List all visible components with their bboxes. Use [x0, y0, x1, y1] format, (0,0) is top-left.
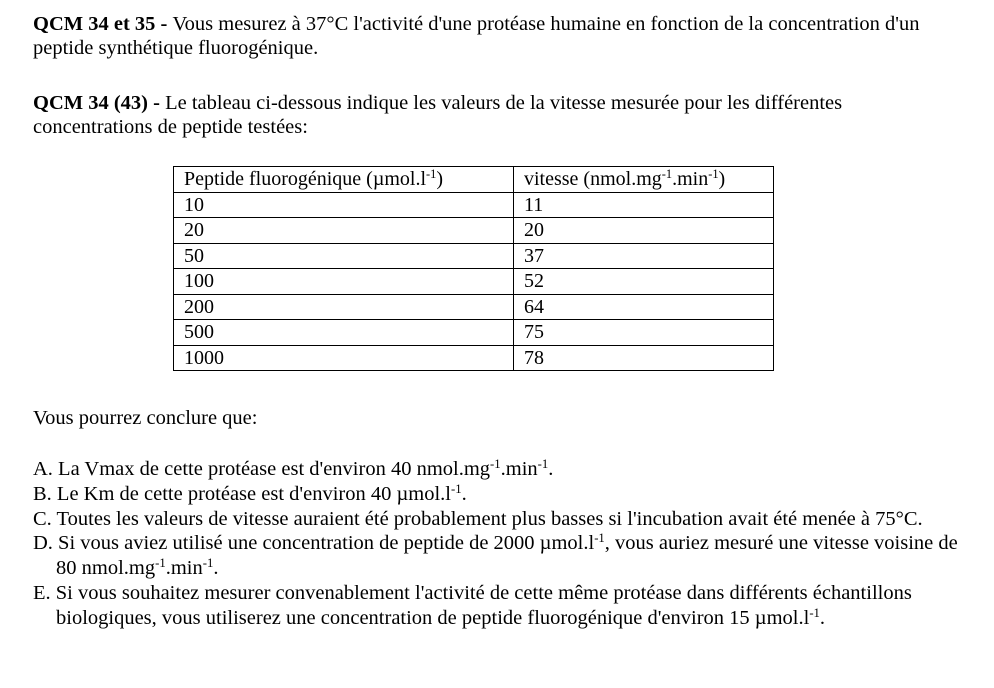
answer-list [33, 457, 963, 631]
table-row [174, 192, 774, 218]
answer-d-unit: .min [165, 557, 203, 580]
answer-d-exp-3: -1 [202, 556, 214, 571]
header-peptide-close: ) [436, 168, 444, 191]
header-vitesse-min: .min [672, 168, 709, 191]
answer-d-exp-1: -1 [594, 531, 605, 546]
answer-b-text: B. Le Km de cette protéase est d'environ 40 µmol.l [33, 482, 451, 505]
answer-b-exp-1: -1 [451, 481, 462, 496]
peptide-cell: 20 [174, 218, 514, 244]
header-vitesse [514, 167, 774, 193]
vitesse-cell: 20 [514, 218, 774, 244]
peptide-cell: 500 [174, 320, 514, 346]
intro-paragraph [33, 12, 963, 60]
answer-e [33, 581, 963, 631]
peptide-cell: 100 [174, 269, 514, 295]
question-separator: - [148, 92, 166, 114]
table-row [174, 294, 774, 320]
answer-a-text: A. La Vmax de cette protéase est d'environ 40 nmol.mg [33, 458, 491, 480]
header-vitesse-exponent-2: -1 [708, 167, 719, 182]
answer-e-exp-1: -1 [809, 605, 820, 620]
answer-c-text: C. Toutes les valeurs de vitesse auraient été probablement plus basses si l'incubation avait été menée à 75°C. [33, 507, 923, 530]
answer-b [33, 482, 963, 507]
vitesse-cell: 78 [514, 345, 774, 371]
answer-e-text: E. Si vous souhaitez mesurer convenablement l'activité de cette même protéase dans différents échantillons biologiques, vous utiliserez une concentration de peptide fluorogénique d'environ 15 µmol.l [33, 581, 912, 629]
question-title: QCM 34 (43) [33, 92, 149, 114]
question-paragraph [33, 91, 963, 139]
answer-d-exp-2: -1 [155, 556, 166, 571]
peptide-cell: 50 [174, 243, 514, 269]
table-row [174, 218, 774, 244]
answer-a-unit: .min [500, 458, 538, 480]
answer-a-end: . [548, 458, 554, 480]
table-row [174, 345, 774, 371]
answer-c [33, 507, 963, 532]
conclusion-prompt: Vous pourrez conclure que: [33, 407, 258, 429]
answer-e-end: . [819, 606, 826, 629]
header-vitesse-text: vitesse (nmol.mg [524, 168, 662, 191]
table-row [174, 243, 774, 269]
header-vitesse-close: ) [718, 168, 726, 191]
answer-a-exp-2: -1 [537, 457, 549, 472]
vitesse-cell: 11 [514, 192, 774, 218]
answer-d-end: . [213, 557, 219, 580]
intro-title: QCM 34 et 35 [33, 13, 156, 35]
peptide-cell: 1000 [174, 345, 514, 371]
peptide-cell: 200 [174, 294, 514, 320]
peptide-cell: 10 [174, 192, 514, 218]
answer-b-end: . [461, 482, 467, 505]
data-table [173, 166, 774, 371]
vitesse-cell: 64 [514, 294, 774, 320]
answer-d-text: D. Si vous aviez utilisé une concentration de peptide de 2000 µmol.l [33, 532, 595, 555]
answer-d-text-2: , vous auriez mesuré une vitesse voisine de 80 nmol.mg [56, 532, 958, 580]
vitesse-cell: 52 [514, 269, 774, 295]
header-peptide-exponent: -1 [426, 167, 437, 182]
answer-d [33, 531, 963, 581]
table-header-row [174, 167, 774, 193]
question-text: Le tableau ci-dessous indique les valeurs de la vitesse mesurée pour les différentes concentrations de peptide testées: [33, 92, 843, 138]
vitesse-cell: 37 [514, 243, 774, 269]
intro-separator: - [155, 13, 173, 35]
header-peptide-text: Peptide fluorogénique (µmol.l [184, 168, 427, 191]
table-row [174, 320, 774, 346]
answer-a-exp-1: -1 [490, 457, 501, 472]
answer-a [33, 457, 963, 482]
header-vitesse-exponent-1: -1 [661, 167, 673, 182]
intro-text: Vous mesurez à 37°C l'activité d'une protéase humaine en fonction de la concentration d'un peptide synthétique fluorogénique. [33, 13, 920, 59]
vitesse-cell: 75 [514, 320, 774, 346]
header-peptide [174, 167, 514, 193]
table-row [174, 269, 774, 295]
